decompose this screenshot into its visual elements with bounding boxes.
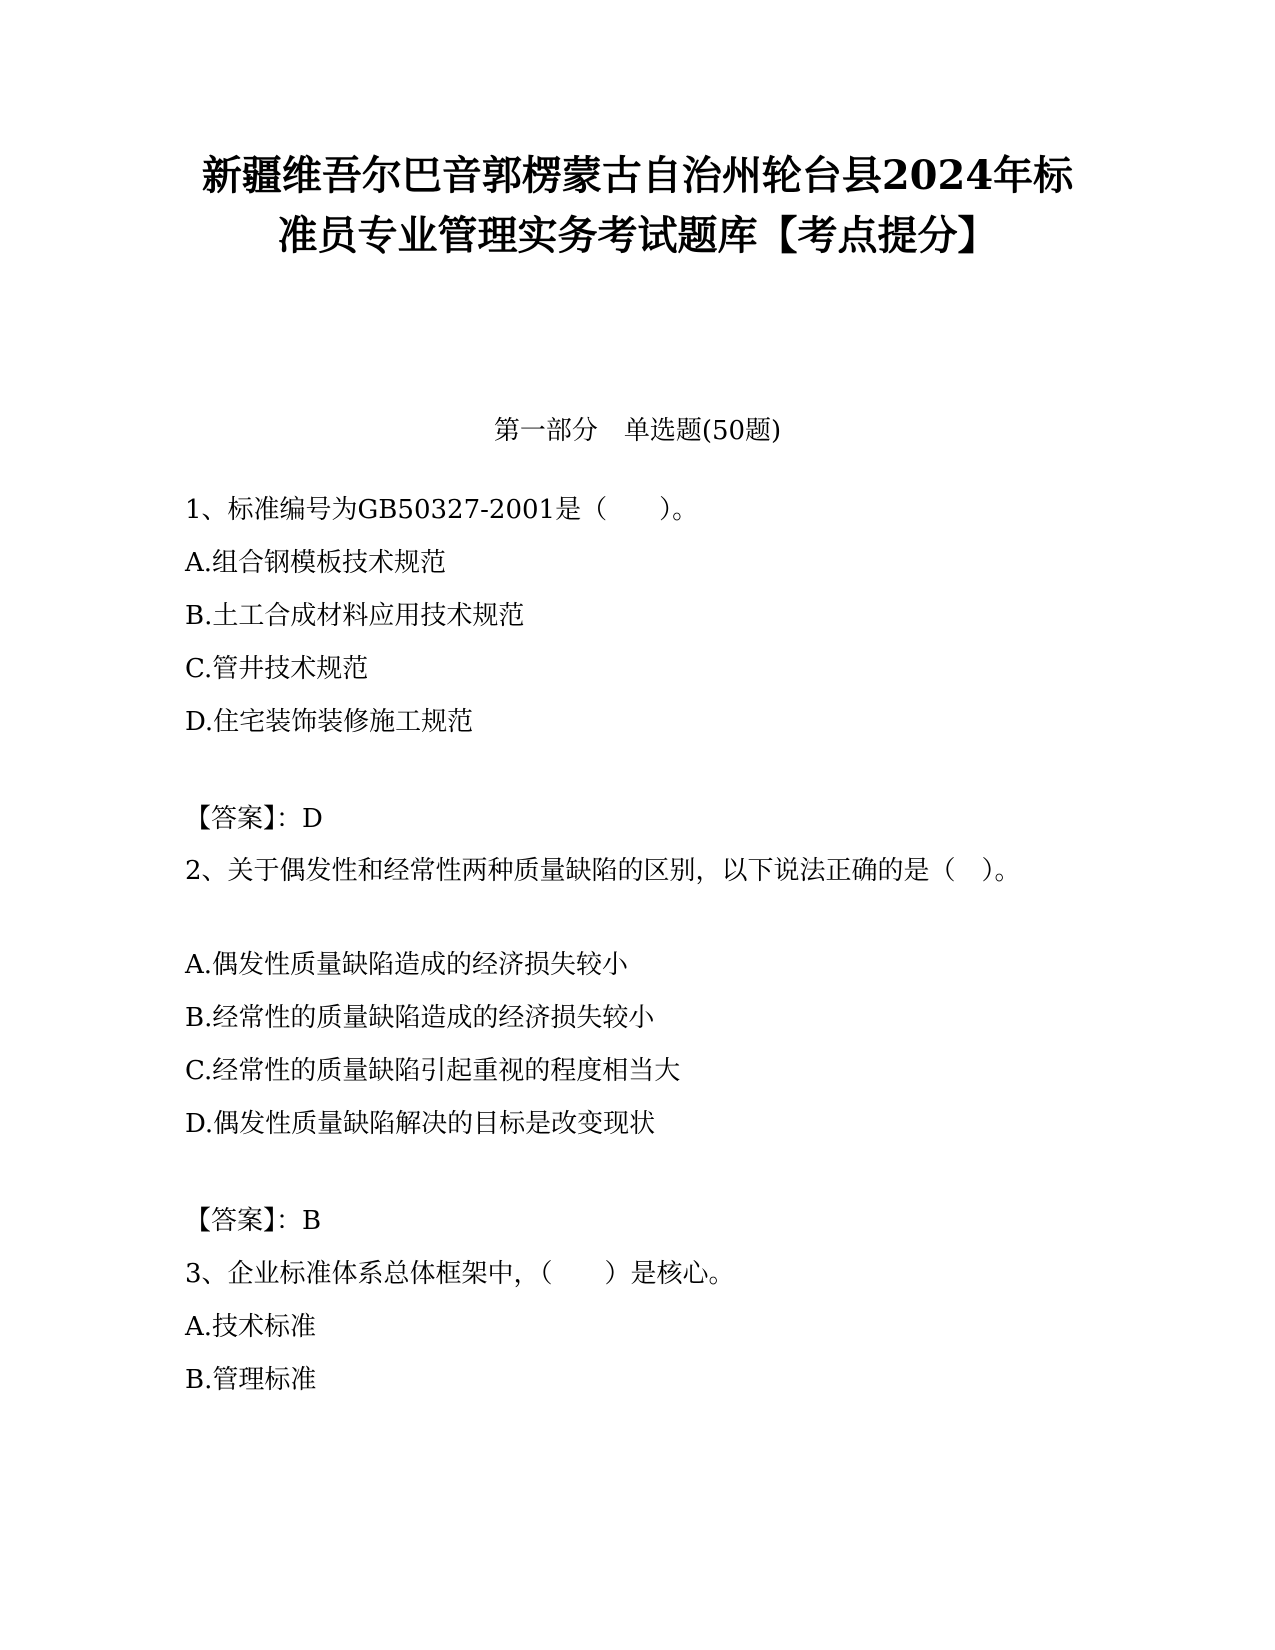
question-option: C.经常性的质量缺陷引起重视的程度相当大 bbox=[185, 1056, 681, 1086]
question-option: A.组合钢模板技术规范 bbox=[185, 548, 447, 578]
question-option: C.管井技术规范 bbox=[185, 654, 369, 684]
question-option: B.经常性的质量缺陷造成的经济损失较小 bbox=[185, 1003, 655, 1033]
question-stem: 2、关于偶发性和经常性两种质量缺陷的区别，以下说法正确的是（ ）。 bbox=[185, 856, 1021, 886]
document-title bbox=[150, 146, 1125, 266]
question-stem: 3、企业标准体系总体框架中，（ ）是核心。 bbox=[185, 1259, 735, 1289]
answer-label: 【答案】：D bbox=[185, 804, 323, 834]
question-option: B.土工合成材料应用技术规范 bbox=[185, 601, 525, 631]
answer-label: 【答案】：B bbox=[185, 1206, 322, 1236]
title-line-2: 准员专业管理实务考试题库【考点提分】 bbox=[277, 212, 998, 259]
title-line-1: 新疆维吾尔巴音郭楞蒙古自治州轮台县2024年标 bbox=[201, 152, 1074, 199]
question-option: A.技术标准 bbox=[185, 1312, 317, 1342]
question-option: A.偶发性质量缺陷造成的经济损失较小 bbox=[185, 950, 629, 980]
question-option: D.住宅装饰装修施工规范 bbox=[185, 707, 474, 737]
section-heading: 第一部分 单选题(50题) bbox=[493, 416, 782, 446]
question-option: D.偶发性质量缺陷解决的目标是改变现状 bbox=[185, 1109, 656, 1139]
question-stem: 1、标准编号为GB50327-2001是（ ）。 bbox=[185, 495, 699, 525]
question-option: B.管理标准 bbox=[185, 1365, 317, 1395]
